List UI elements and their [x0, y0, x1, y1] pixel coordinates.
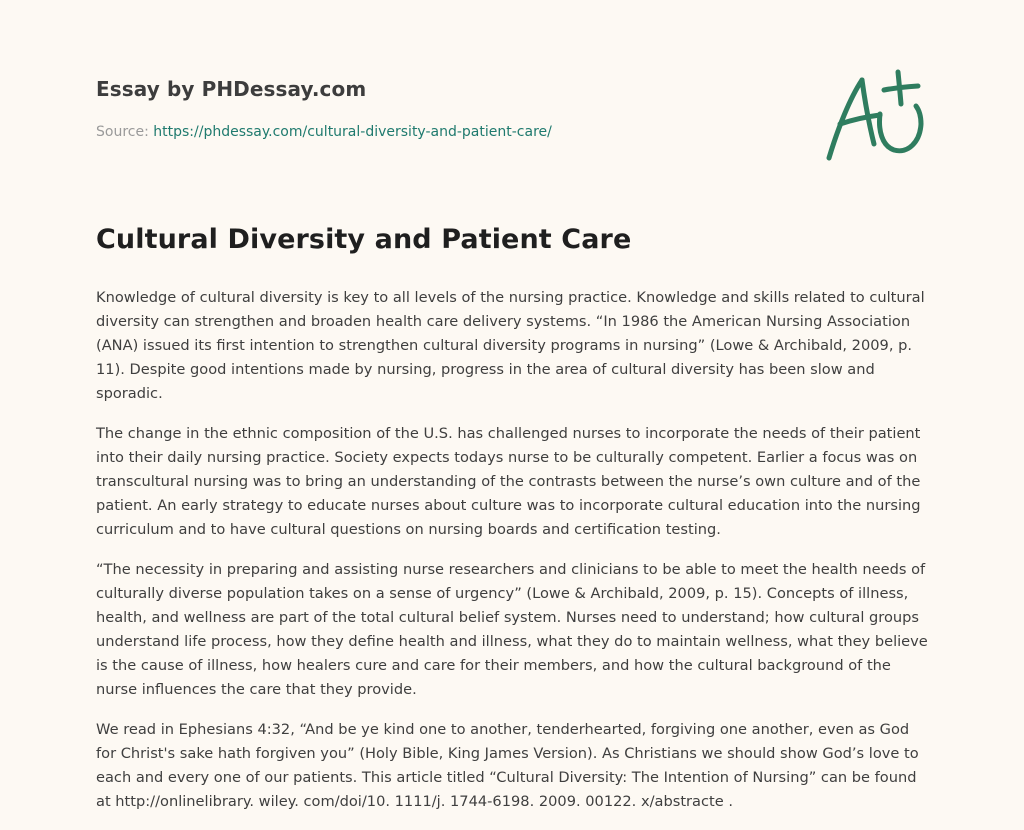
a-plus-logo-icon [822, 66, 926, 166]
source-link[interactable]: https://phdessay.com/cultural-diversity-and-patient-care/ [153, 124, 552, 140]
paragraph-3: “The necessity in preparing and assisting nurse researchers and clinicians to be able to meet the health needs of culturally diverse population takes on a sense of urgency” (Lowe & Archibald, 2009, p. 15). Concepts of illness, health, and wellness are part of the total cultural belief system. Nurses need to understand; how cultural groups understand life process, how they define health and illness, what they do to maintain wellness, what they believe is the cause of illness, how healers cure and care for their members, and how the cultural background of the nurse influences the care that they provide. [96, 561, 928, 698]
paragraph-1: Knowledge of cultural diversity is key to all levels of the nursing practice. Knowledge and skills related to cultural diversity can strengthen and broaden health care delivery systems. “In 1986 the American Nursing Association (ANA) issued its first intention to strengthen cultural diversity programs in nursing” (Lowe & Archibald, 2009, p. 11). Despite good intentions made by nursing, progress in the area of cultural diversity has been slow and sporadic. [96, 289, 925, 402]
paragraph-4: We read in Ephesians 4:32, “And be ye kind one to another, tenderhearted, forgiving one another, even as God for Christ's sake hath forgiven you” (Holy Bible, King James Version). As Christians we should show God’s love to each and every one of our patients. This article titled “Cultural Diversity: The Intention of Nursing” can be found at http://onlinelibrary. wiley. com/doi/10. 1111/j. 1744-6198. 2009. 00122. x/abstracte . [96, 721, 919, 810]
page-title: Cultural Diversity and Patient Care [96, 224, 632, 255]
site-brand: Essay by PHDessay.com [96, 77, 367, 101]
source-label: Source: [96, 124, 149, 140]
paragraph-2: The change in the ethnic composition of the U.S. has challenged nurses to incorporate the needs of their patient into their daily nursing practice. Society expects todays nurse to be culturally competent. Earlier a focus was on transcultural nursing was to bring an understanding of the contrasts between the nurse’s own culture and of the patient. An early strategy to educate nurses about culture was to incorporate cultural education into the nursing curriculum and to have cultural questions on nursing boards and certification testing. [96, 425, 921, 538]
essay-body [96, 286, 930, 830]
source-line [96, 124, 552, 140]
